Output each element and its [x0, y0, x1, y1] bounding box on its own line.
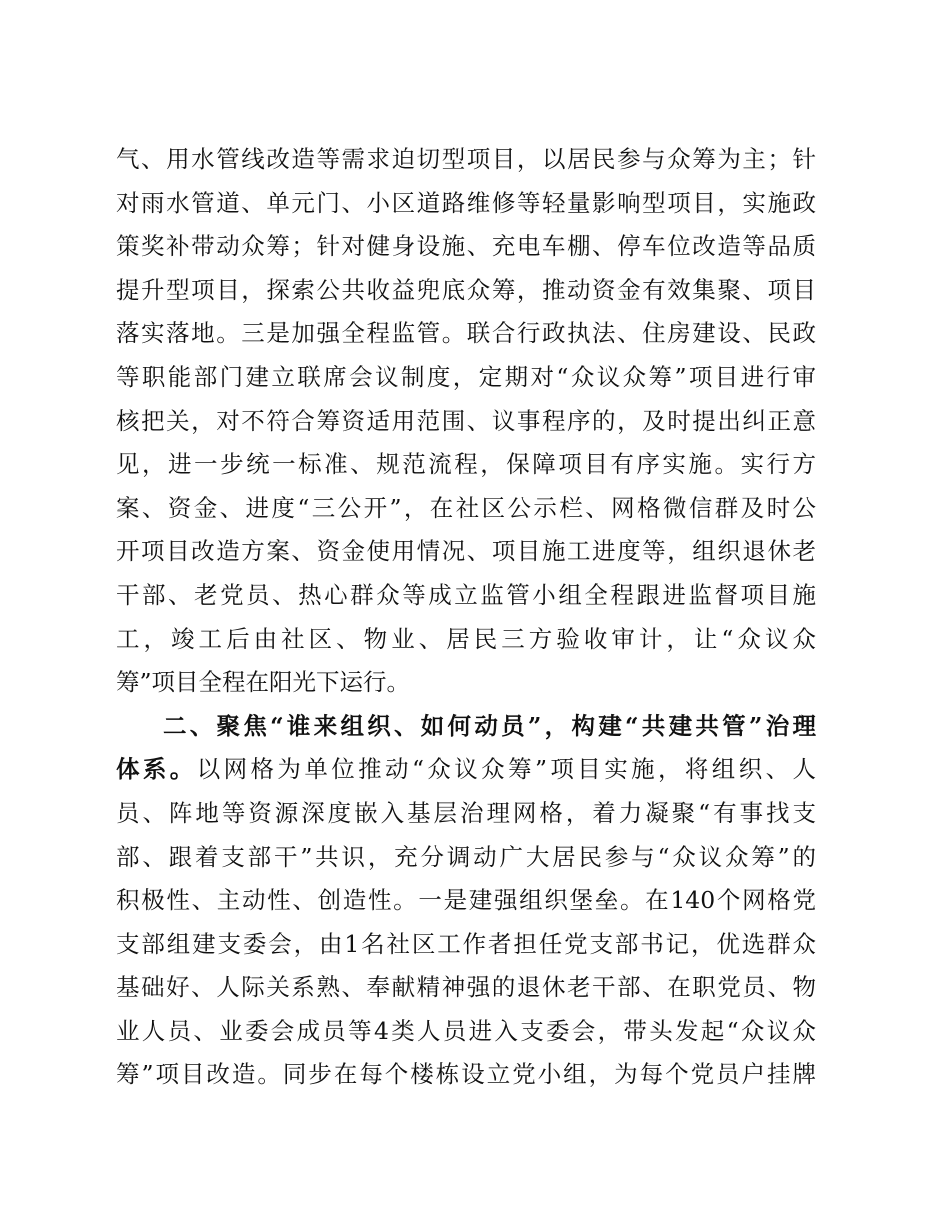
text-segment: 筹”项目改造。同步在每个楼栋设立党小组，为每个党员户挂牌: [116, 1060, 816, 1089]
paragraph-line: [116, 748, 816, 792]
paragraph-line: [116, 487, 816, 531]
paragraph-line: [116, 966, 816, 1010]
text-segment: 基础好、人际关系熟、奉献精神强的退休老干部、在职党员、物: [116, 973, 816, 1002]
text-segment: 策奖补带动众筹；针对健身设施、充电车棚、停车位改造等品质: [116, 232, 816, 261]
text-segment: 工，竣工后由社区、物业、居民三方验收审计，让“众议众: [116, 624, 816, 653]
text-segment: 核把关，对不符合筹资适用范围、议事程序的，及时提出纠正意: [116, 406, 816, 435]
paragraph-line: [116, 618, 816, 662]
paragraph-line: [116, 356, 816, 400]
paragraph-line: [116, 138, 816, 182]
paragraph-line: [116, 225, 816, 269]
text-segment: 支部组建支委会，由1名社区工作者担任党支部书记，优选群众: [116, 929, 816, 958]
paragraph-line: [116, 443, 816, 487]
text-segment: 等职能部门建立联席会议制度，定期对“众议众筹”项目进行审: [116, 362, 816, 391]
paragraph-line: [116, 923, 816, 967]
paragraph-line: [116, 269, 816, 313]
paragraph-line: [116, 792, 816, 836]
text-segment: 员、阵地等资源深度嵌入基层治理网格，着力凝聚“有事找支: [116, 798, 816, 827]
paragraph-line: [116, 182, 816, 226]
paragraph-line: [116, 1053, 816, 1097]
text-segment: 见，进一步统一标准、规范流程，保障项目有序实施。实行方: [116, 450, 816, 479]
text-segment: 筹”项目全程在阳光下运行。: [116, 668, 411, 697]
text-segment: 案、资金、进度“三公开”，在社区公示栏、网格微信群及时公: [116, 493, 816, 522]
paragraph-line: [116, 312, 816, 356]
paragraph-line: [116, 400, 816, 444]
text-segment: 开项目改造方案、资金使用情况、项目施工进度等，组织退休老: [116, 537, 816, 566]
document-body: [116, 138, 816, 1097]
bold-text-segment: 二、聚焦“谁来组织、如何动员”，构建“共建共管”治理: [163, 711, 816, 740]
section-heading-line: [116, 705, 816, 749]
text-segment: 气、用水管线改造等需求迫切型项目，以居民参与众筹为主；针: [116, 145, 816, 173]
text-segment: 以网格为单位推动“众议众筹”项目实施，将组织、人: [196, 755, 817, 784]
bold-text-segment: 体系。: [116, 755, 197, 784]
paragraph-line: [116, 836, 816, 880]
paragraph-line: [116, 661, 816, 705]
text-segment: 业人员、业委会成员等4类人员进入支委会，带头发起“众议众: [116, 1016, 816, 1045]
text-segment: 部、跟着支部干”共识，充分调动广大居民参与“众议众筹”的: [116, 842, 816, 871]
text-segment: 干部、老党员、热心群众等成立监管小组全程跟进监督项目施: [116, 580, 816, 609]
text-segment: 积极性、主动性、创造性。一是建强组织堡垒。在140个网格党: [116, 886, 816, 915]
text-segment: 对雨水管道、单元门、小区道路维修等轻量影响型项目，实施政: [116, 188, 816, 217]
paragraph-line: [116, 879, 816, 923]
paragraph-line: [116, 574, 816, 618]
text-segment: 落实落地。三是加强全程监管。联合行政执法、住房建设、民政: [116, 319, 816, 348]
text-segment: 提升型项目，探索公共收益兜底众筹，推动资金有效集聚、项目: [116, 275, 816, 304]
paragraph-line: [116, 1010, 816, 1054]
paragraph-line: [116, 530, 816, 574]
